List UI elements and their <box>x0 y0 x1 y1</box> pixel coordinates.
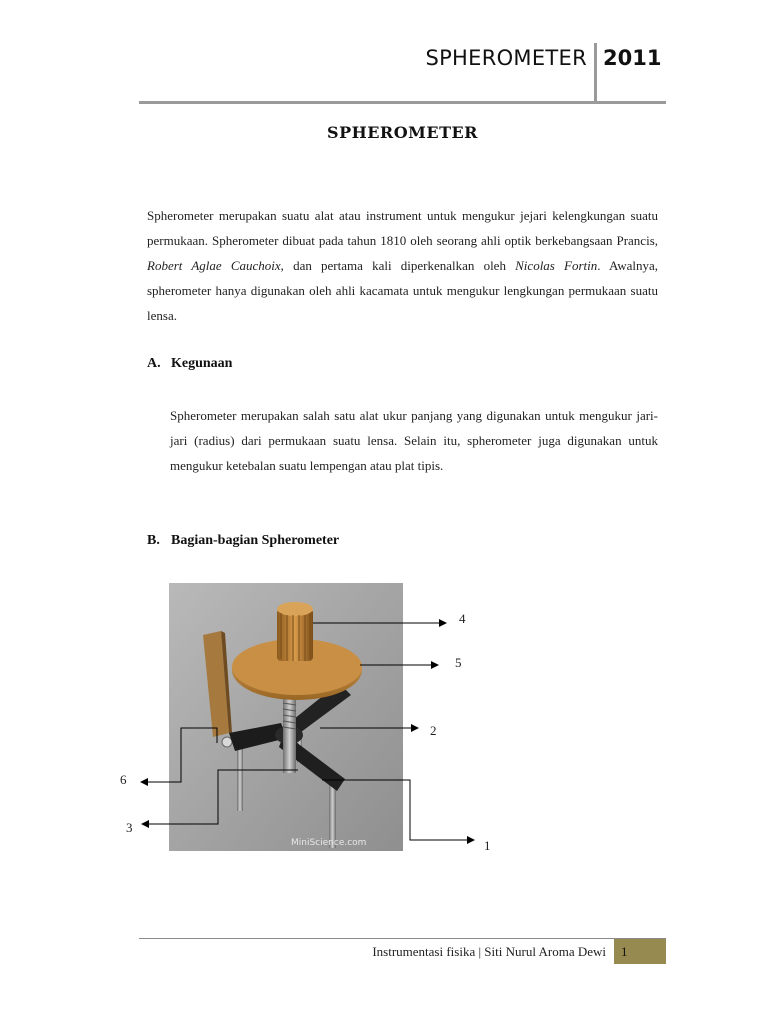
section-a-title: Kegunaan <box>171 356 233 371</box>
footer-rule <box>139 938 666 939</box>
intro-text-run: , dan pertama kali diperkenalkan oleh <box>280 258 516 273</box>
section-a-paragraph: Spherometer merupakan salah satu alat ukur panjang yang digunakan untuk mengukur jari-jari (radius) dari permukaan suatu lensa. Selain itu, spherometer juga digunakan untuk mengukur ketebalan suatu lempengan atau plat tipis. <box>170 408 658 473</box>
photo-watermark: MiniScience.com <box>291 838 367 848</box>
intro-text-run: Spherometer merupakan suatu alat atau instrument untuk mengukur jejari kelengkungan suatu permukaan. Spherometer dibuat pada tahun 1810 oleh seorang ahli optik berkebangsaan Prancis, <box>147 208 658 248</box>
document-title: SPHEROMETER <box>327 123 478 142</box>
intro-italic-name: Nicolas Fortin <box>515 258 598 273</box>
intro-italic-name: Robert Aglae Cauchoix <box>147 258 281 273</box>
intro-text-run: . Awalnya, spherometer hanya digunakan oleh ahli kacamata untuk mengukur lengkungan permukaan suatu lensa. <box>147 258 658 323</box>
header-title: SPHEROMETER <box>425 46 587 70</box>
section-b-label: B. <box>147 533 160 548</box>
callout-1: 1 <box>484 838 491 853</box>
callout-3: 3 <box>126 820 133 835</box>
section-a-label: A. <box>147 356 161 371</box>
section-b-title: Bagian-bagian Spherometer <box>171 533 340 548</box>
header-year: 2011 <box>603 46 662 70</box>
footer-text: Instrumentasi fisika | Siti Nurul Aroma Dewi <box>372 944 606 959</box>
callout-4: 4 <box>459 611 466 626</box>
callout-2: 2 <box>430 723 437 738</box>
page-number: 1 <box>614 939 666 964</box>
callout-6: 6 <box>120 772 127 787</box>
callout-5: 5 <box>455 655 462 670</box>
